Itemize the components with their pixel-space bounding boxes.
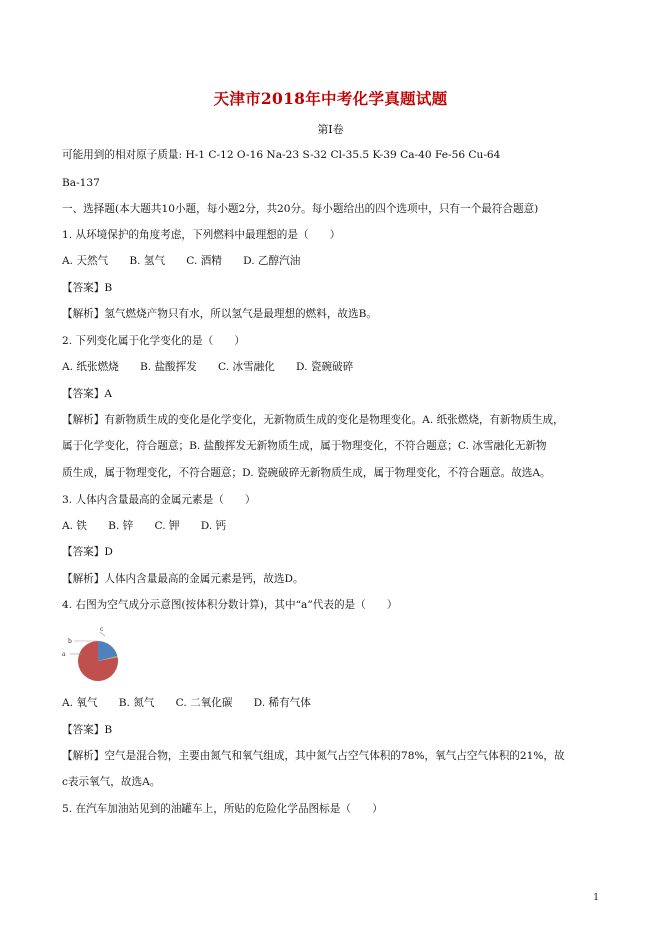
- question-3-explanation: 【解析】人体内含量最高的金属元素是钙，故选D。: [62, 573, 304, 585]
- question-3: 3. 人体内含量最高的金属元素是（ ）: [62, 494, 256, 506]
- question-1-explanation: 【解析】氢气燃烧产物只有水，所以氢气是最理想的燃料，故选B。: [62, 308, 378, 320]
- pie-label-a: a: [62, 651, 66, 658]
- section-subtitle: 第Ⅰ卷: [317, 123, 344, 136]
- question-5: 5. 在汽车加油站见到的油罐车上，所贴的危险化学品图标是（ ）: [62, 803, 383, 815]
- atomic-mass-line-cont: Ba-137: [62, 177, 100, 189]
- question-2: 2. 下列变化属于化学变化的是（ ）: [62, 335, 245, 347]
- question-4-answer: 【答案】B: [62, 724, 113, 736]
- question-2-answer: 【答案】A: [62, 388, 113, 400]
- section-heading: 一、选择题(本大题共10小题，每小题2分，共20分。每小题给出的四个选项中，只有一个最符合题意): [62, 203, 539, 215]
- question-3-answer: 【答案】D: [62, 546, 113, 558]
- question-2-explanation-2: 属于化学变化，符合题意；B. 盐酸挥发无新物质生成，属于物理变化，不符合题意；C. 冰雪融化无新物: [62, 440, 547, 452]
- pie-label-c: c: [100, 626, 104, 633]
- page-title: 天津市2018年中考化学真题试题: [213, 89, 448, 108]
- question-4: 4. 右图为空气成分示意图(按体积分数计算)，其中“a”代表的是（ ）: [62, 599, 398, 611]
- question-2-options: A. 纸张燃烧 B. 盐酸挥发 C. 冰雪融化 D. 瓷碗破碎: [62, 361, 354, 373]
- question-1-options: A. 天然气 B. 氢气 C. 酒精 D. 乙醇汽油: [62, 255, 301, 267]
- question-4-explanation-1: 【解析】空气是混合物，主要由氮气和氧气组成，其中氮气占空气体积的78%，氧气占空气体积的21%，故: [62, 750, 565, 762]
- question-1: 1. 从环境保护的角度考虑，下列燃料中最理想的是（ ）: [62, 229, 341, 241]
- question-2-explanation-1: 【解析】有新物质生成的变化是化学变化，无新物质生成的变化是物理变化。A. 纸张燃烧，有新物质生成，: [62, 414, 564, 426]
- question-3-options: A. 铁 B. 锌 C. 钾 D. 钙: [62, 520, 227, 532]
- air-composition-pie-chart: [60, 625, 130, 683]
- atomic-mass-line: 可能用到的相对原子质量: H-1 C-12 O-16 Na-23 S-32 Cl-35.5 K-39 Ca-40 Fe-56 Cu-64: [62, 149, 501, 161]
- question-2-explanation-3: 质生成，属于物理变化，不符合题意；D. 瓷碗破碎无新物质生成，属于物理变化，不符合题意。故选A。: [62, 467, 551, 479]
- question-1-answer: 【答案】B: [62, 282, 113, 294]
- question-4-explanation-2: c表示氧气，故选A。: [62, 776, 161, 788]
- question-4-options: A. 氧气 B. 氮气 C. 二氧化碳 D. 稀有气体: [62, 697, 311, 709]
- pie-label-b: b: [68, 638, 72, 645]
- page-number: 1: [593, 893, 599, 903]
